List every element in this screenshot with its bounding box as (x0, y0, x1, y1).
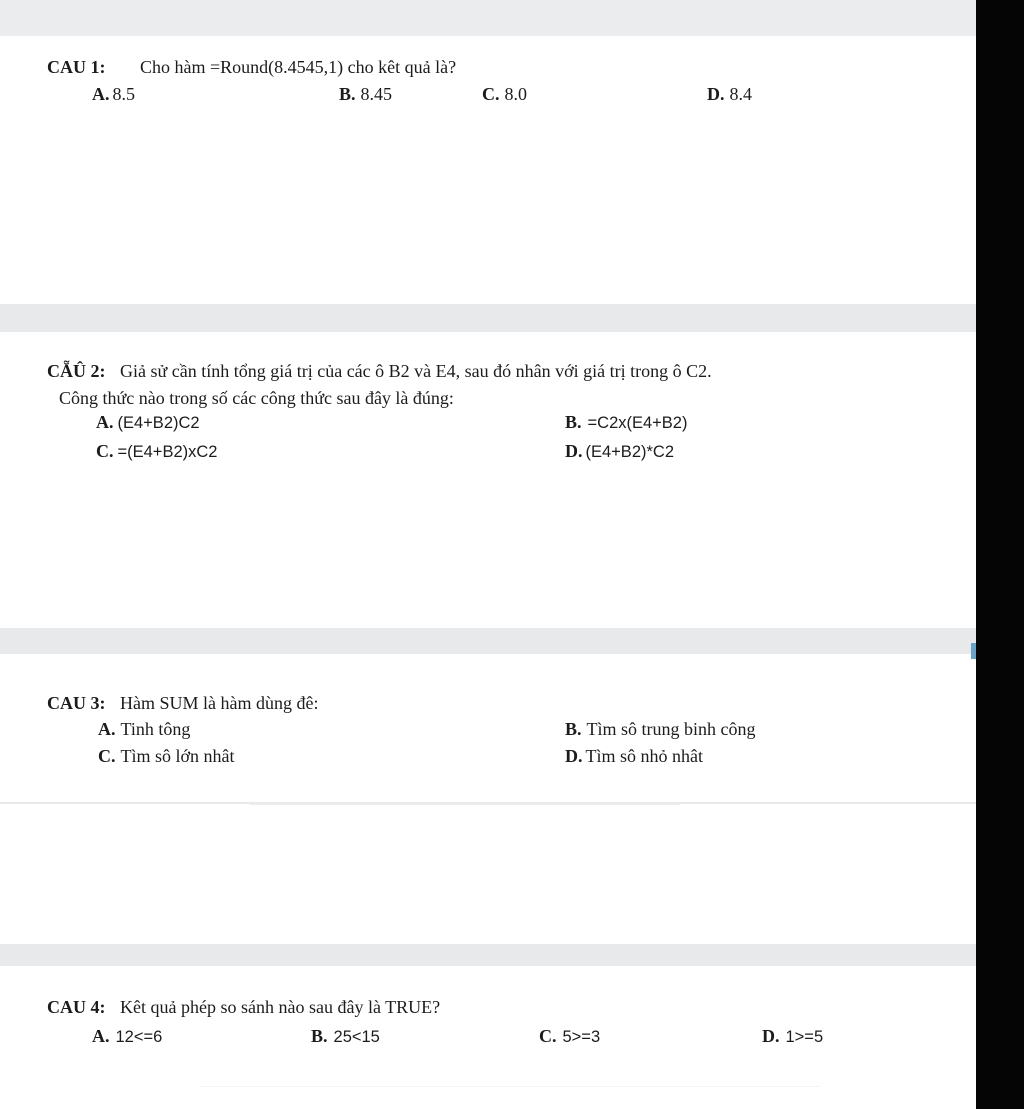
option-letter: C. (539, 1026, 557, 1046)
option-text: 8.0 (504, 84, 527, 104)
question-2-panel (0, 332, 976, 628)
option-letter: B. (565, 719, 582, 739)
question-1-option-b[interactable] (339, 83, 392, 105)
option-letter: A. (92, 84, 110, 104)
option-letter: A. (98, 719, 116, 739)
question-4-option-d[interactable] (762, 1025, 823, 1048)
right-edge-bar (976, 0, 1024, 1109)
option-text: 8.5 (112, 84, 135, 104)
option-text: =(E4+B2)xC2 (117, 443, 218, 461)
question-4-label: CAU 4: (47, 997, 106, 1017)
question-1-option-a[interactable] (92, 83, 135, 105)
divider (250, 804, 680, 805)
question-3-option-d[interactable] (565, 745, 703, 767)
question-3-option-b[interactable] (565, 718, 756, 740)
question-4-panel (0, 966, 976, 1109)
question-3-stem (47, 692, 318, 714)
option-letter: D. (762, 1026, 780, 1046)
question-4-option-c[interactable] (539, 1025, 600, 1048)
question-1-prompt: Cho hàm =Round(8.4545,1) cho kêt quả là? (140, 57, 457, 77)
option-text: 5>=3 (562, 1028, 601, 1046)
question-2-option-c[interactable] (96, 440, 217, 463)
question-2-continuation: Công thức nào trong số các công thức sau đây là đúng: (59, 388, 454, 408)
question-1-option-d[interactable] (707, 83, 752, 105)
question-4-prompt: Kêt quả phép so sánh nào sau đây là TRUE? (120, 997, 441, 1017)
question-3-panel (0, 654, 976, 802)
option-text: 25<15 (333, 1028, 380, 1046)
option-text: 8.45 (360, 84, 393, 104)
option-letter: D. (707, 84, 725, 104)
question-1-stem (47, 56, 456, 78)
question-2-option-d[interactable] (565, 440, 674, 463)
question-4-option-a[interactable] (92, 1025, 162, 1048)
option-text: 12<=6 (115, 1028, 163, 1046)
option-text: (E4+B2)*C2 (585, 443, 675, 461)
question-3-lower-blank (0, 804, 976, 944)
option-letter: D. (565, 441, 583, 461)
option-letter: C. (98, 746, 116, 766)
question-2-prompt: Giả sử cần tính tổng giá trị của các ô B2 và E4, sau đó nhân với giá trị trong ô C2. (120, 361, 712, 381)
top-strip (0, 0, 976, 36)
option-text: 1>=5 (785, 1028, 824, 1046)
question-3-option-c[interactable] (98, 745, 235, 767)
question-3-prompt: Hàm SUM là hàm dùng đê: (120, 693, 319, 713)
question-1-panel (0, 36, 976, 304)
divider (200, 1086, 820, 1087)
question-2-stem (47, 360, 712, 382)
question-2-option-b[interactable] (565, 411, 687, 434)
option-letter: A. (96, 412, 114, 432)
option-text: =C2x(E4+B2) (587, 414, 688, 432)
option-text: 8.4 (729, 84, 752, 104)
question-1-label: CAU 1: (47, 57, 106, 77)
option-letter: C. (482, 84, 500, 104)
question-3-option-a[interactable] (98, 718, 190, 740)
question-2-label: CẴÛ 2: (47, 361, 106, 381)
option-letter: C. (96, 441, 114, 461)
option-letter: D. (565, 746, 583, 766)
question-4-stem (47, 996, 440, 1018)
option-letter: B. (339, 84, 356, 104)
option-text: (E4+B2)C2 (117, 414, 200, 432)
edge-accent (971, 643, 976, 659)
option-letter: B. (311, 1026, 328, 1046)
option-letter: B. (565, 412, 582, 432)
option-text: Tìm sô trung binh công (586, 719, 756, 739)
question-1-option-c[interactable] (482, 83, 527, 105)
option-letter: A. (92, 1026, 110, 1046)
question-4-option-b[interactable] (311, 1025, 380, 1048)
option-text: Tìm sô lớn nhât (120, 746, 235, 766)
question-2-option-a[interactable] (96, 411, 200, 434)
question-3-label: CAU 3: (47, 693, 106, 713)
option-text: Tinh tông (120, 719, 191, 739)
option-text: Tìm sô nhỏ nhât (585, 746, 703, 766)
